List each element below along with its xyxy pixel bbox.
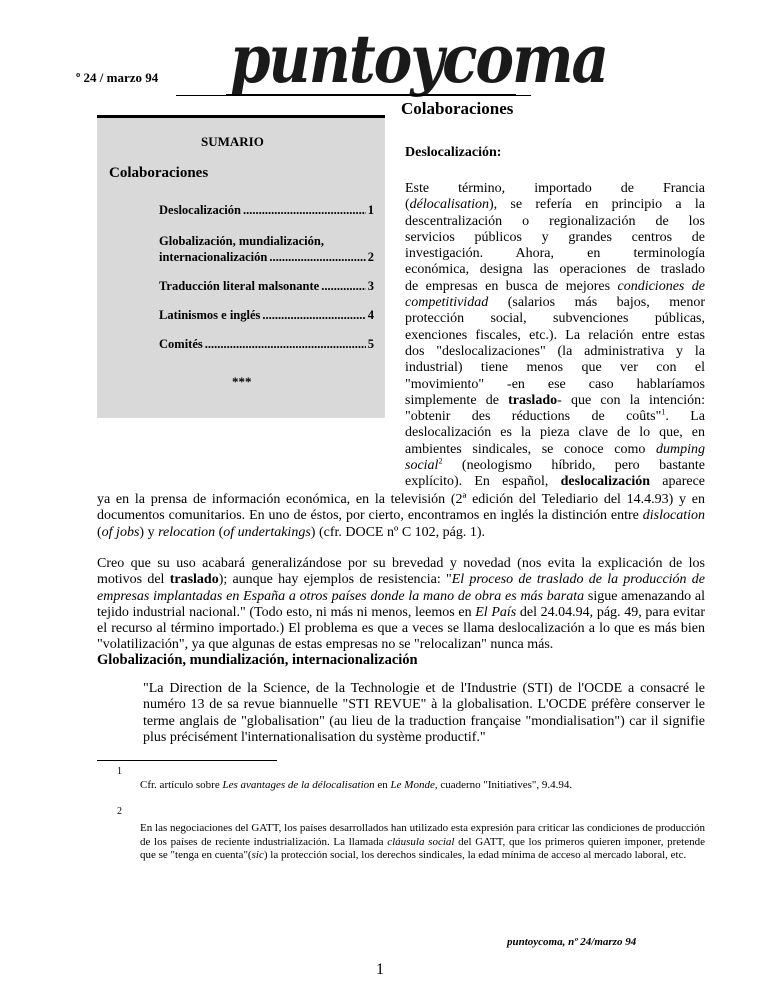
paragraph-line: explícito). En español, deslocalización aparece bbox=[405, 474, 706, 490]
paragraph-line: dos "deslocalizaciones" (la administrativa y la bbox=[405, 343, 705, 359]
article-paragraph-continued bbox=[97, 492, 705, 541]
toc-leader bbox=[205, 336, 366, 352]
paragraph-line: de empresas en busca de mejores condiciones de bbox=[405, 278, 705, 294]
article-paragraph bbox=[97, 556, 705, 654]
article-heading: Deslocalización: bbox=[405, 145, 502, 160]
sumario-stars: *** bbox=[232, 374, 252, 389]
toc-item-page: 3 bbox=[367, 279, 374, 293]
issue-label: º 24 / marzo 94 bbox=[76, 70, 159, 85]
header-rule bbox=[176, 95, 531, 96]
toc-item-page: 2 bbox=[367, 250, 374, 264]
running-footer: puntoycoma, nº 24/marzo 94 bbox=[507, 936, 637, 948]
paragraph-line: protección social, subvenciones públicas, bbox=[405, 311, 705, 327]
toc-item[interactable] bbox=[159, 336, 374, 352]
toc-item[interactable] bbox=[159, 278, 374, 294]
toc-item-label: Comités bbox=[159, 337, 203, 351]
footnote-text: Cfr. artículo sobre Les avantages de la délocalisation en Le Monde, cuaderno "Initiatives", 9.4.94. bbox=[140, 779, 573, 791]
paragraph-line: industrial) tiene menos que ver con el bbox=[405, 360, 705, 376]
paragraph-text: ya en la prensa de información económica, en la televisión (2ª edición del Telediario del 14.4.93) y en documentos comunitarios. En uno de éstos, por cierto, encontramos en inglés la distinción entre dislocation (of jobs) y relocation (of undertakings) (cfr. DOCE nº C 102, pág. 1). bbox=[97, 492, 705, 540]
paragraph-line: "obtenir des réductions de coûts"$^1$. La bbox=[405, 407, 705, 425]
toc-item-label: Globalización, mundialización, bbox=[159, 234, 324, 248]
page-number: 1 bbox=[376, 961, 384, 978]
toc-item[interactable] bbox=[159, 307, 374, 323]
article-heading: Globalización, mundialización, internacionalización bbox=[97, 652, 418, 668]
paragraph-line: ambientes sindicales, se conoce como dumping bbox=[405, 441, 705, 457]
footnote-rule bbox=[97, 760, 277, 761]
toc-item[interactable] bbox=[159, 233, 374, 265]
toc-item[interactable] bbox=[159, 202, 374, 218]
toc-item-label: Deslocalización bbox=[159, 203, 241, 217]
paragraph-line: descentralización o regionalización de los bbox=[405, 213, 705, 229]
toc-leader bbox=[269, 249, 365, 265]
sumario-title: SUMARIO bbox=[201, 134, 264, 149]
toc-item-label: Latinismos e inglés bbox=[159, 308, 261, 322]
toc-item-page: 1 bbox=[367, 203, 374, 217]
sumario-box bbox=[97, 115, 385, 418]
paragraph-line: "movimiento" -en ese caso hablaríamos bbox=[405, 376, 705, 392]
toc-item-label: internacionalización bbox=[159, 250, 268, 264]
paragraph-line: simplemente de traslado- que con la intención: bbox=[405, 392, 705, 408]
paragraph-text: Creo que su uso acabará generalizándose por su brevedad y novedad (nos evita la explicación de los motivos del traslado); aunque hay ejemplos de resistencia: "El proceso de traslado de la producción de empresas implantadas en España a otros países donde la mano de obra es más barata sigue amenazando al tejido industrial nacional." (Todo esto, ni más ni menos, leemos en El País del 24.04.94, pág. 49, para evitar el recurso al término importado.) El problema es que a veces se llama deslocalización a lo que es más bien "volatilización", ya que algunas de estas empresas no se "relocalizan" nunca más. bbox=[97, 556, 705, 653]
paragraph-line: exenciones fiscales, etc.). La relación entre estas bbox=[405, 327, 705, 343]
toc-leader bbox=[321, 278, 366, 294]
footnote-number: 1 bbox=[117, 766, 122, 777]
paragraph-line: Este término, importado de Francia bbox=[405, 181, 705, 196]
article-quote: "La Direction de la Science, de la Technologie et de l'Industrie (STI) de l'OCDE a consacré le numéro 13 de sa revue biannuelle "STI REVUE" à la globalisation. L'OCDE préfère conserver le terme anglais de "globalisation" (au lieu de la traduction française "mondialisation") car il signifie plus précisément l'internationalisation du système productif." bbox=[143, 681, 705, 745]
paragraph-line: competitividad (salarios más bajos, menor bbox=[405, 295, 705, 311]
toc-item-label: Traducción literal malsonante bbox=[159, 279, 320, 293]
sumario-section: Colaboraciones bbox=[109, 165, 209, 181]
toc-item-page: 5 bbox=[367, 337, 374, 351]
toc-leader bbox=[262, 307, 365, 323]
section-title: Colaboraciones bbox=[401, 99, 514, 118]
footnote-text: En las negociaciones del GATT, los países desarrollados han utilizado esta expresión para criticar las condiciones de producción de los países de reciente industrialización. La llamada cláusula social del GATT, que los primeros quieren imponer, pretende que se "tenga en cuenta"(sic) la protección social, los derechos sindicales, la edad mínima de acceso al mercado laboral, etc. bbox=[140, 822, 705, 861]
article-paragraph-right bbox=[405, 181, 705, 491]
paragraph-line: (délocalisation), se refería en principio a la bbox=[405, 197, 705, 213]
paragraph-lines bbox=[405, 181, 705, 491]
paragraph-line: investigación. Ahora, en terminología bbox=[405, 246, 705, 262]
paragraph-line: social$^2$ (neologismo híbrido, pero bastante bbox=[405, 456, 705, 474]
footnote-number: 2 bbox=[117, 806, 122, 817]
toc-item-page: 4 bbox=[367, 308, 374, 322]
paragraph-line: económica, designa las operaciones de traslado bbox=[405, 262, 705, 278]
paragraph-line: servicios públicos y grandes centros de bbox=[405, 229, 705, 245]
paragraph-line: deslocalización es la pieza clave de lo que, en bbox=[405, 425, 705, 441]
logo-wordmark: puntoycoma bbox=[230, 20, 608, 99]
toc-leader bbox=[243, 202, 366, 218]
puntoycoma-logo bbox=[226, 18, 608, 99]
